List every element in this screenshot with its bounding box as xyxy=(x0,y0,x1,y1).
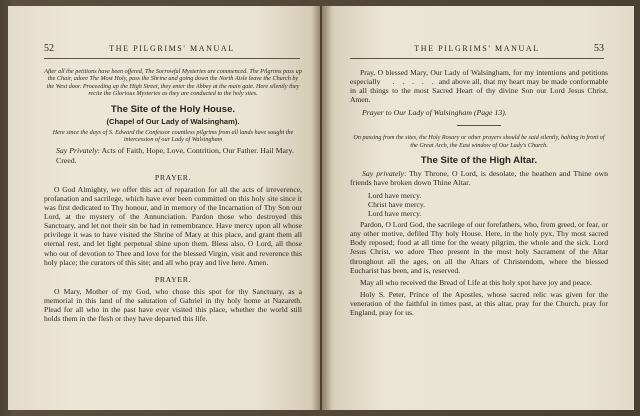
prayer-reference: Prayer to Our Lady of Walsingham (Page 13). xyxy=(362,108,507,118)
bread-of-life-prayer: May all who received the Bread of Life at this holy spot have joy and peace. xyxy=(360,277,592,287)
say-privately-altar xyxy=(350,169,608,187)
litany-line: Lord have mercy. xyxy=(368,190,422,200)
kyrie-litany xyxy=(368,191,608,219)
prayer-text-1: O God Almighty, we offer this act of reparation for all the acts of irreverence, profanation and sacrilege, which have ever been committed on this holy site since it was first dedicated to Thy honour, and in memory of the Incarnation of Thy Son our Lord, at the mystery of the Annunciation. Pardon those who destroyed this Sanctuary, and let not their sin be had in remembrance. Have mercy upon all whose privilege it was to have visited the Shrine of Mary at this place, and grant them all eternal rest, and let light perpetual shine upon them. Bless also, O Lord, all those who out of devotion to Thee and love for the blessed Virgin, visit and reverence this holy place; the curators of this site; and all who pray and live here. Amen. xyxy=(44,184,302,267)
left-page-content xyxy=(44,68,302,323)
left-page-number: 52 xyxy=(44,43,54,54)
right-page-number: 53 xyxy=(594,43,604,54)
pardon-prayer: Pardon, O Lord God, the sacrilege of our forefathers, who, from greed, or fear, or any other motive, defiled Thy holy House. Here, in the holy pyx, Thy most sacred Body reposed; food at all time for the weary pilgrim, the whole and the sick. Lord Jesus Christ, we adore Thee present in the most holy Sacrament of the Altar throughout all the ages, on all the Altars of Christendom, where the blessed Eucharist has been, and is, reserved. xyxy=(350,220,608,275)
prayer-heading-1: PRAYER. xyxy=(154,172,192,182)
right-page-content xyxy=(350,68,608,317)
right-page xyxy=(322,6,634,410)
say-privately-label: Say Privately xyxy=(56,146,98,156)
litany-line: Christ have mercy. xyxy=(368,199,426,209)
intro-note: After all the petitions have been offered, The Sorrowful Mysteries are commenced. The Pilgrims pass up the Chair, adore The Most Holy, pass the Shrine and going down the North Aisle leave the Church by the West door. Proceeding up the High Street, they enter the Abbey at the main gate. Here silently they recite the Glorious Mysteries as they are conducted to the holy sites. xyxy=(44,68,302,98)
high-altar-heading: The Site of the High Altar. xyxy=(420,155,538,167)
st-peter-prayer: Holy S. Peter, Prince of the Apostles, whose sacred relic was given for the veneration of the faithful in times past, at this altar, pray for the Church, pray for England, pray for us. xyxy=(350,289,608,318)
say-privately-altar-text: : Thy Throne, O Lord, is desolate, the heathen and Thine own friends have broken down Thine Altar. xyxy=(350,169,609,188)
section-separator xyxy=(457,125,501,126)
left-header-rule xyxy=(44,58,300,59)
prayer-heading-2: PRAYER. xyxy=(154,274,192,284)
holy-house-heading: The Site of the Holy House. xyxy=(110,103,236,115)
right-running-title: THE PILGRIMS' MANUAL xyxy=(414,44,540,53)
left-running-title: THE PILGRIMS' MANUAL xyxy=(109,44,235,53)
passing-note: On passing from the sites, the Holy Rosary or other prayers should be said silently, halting in front of the Great Arch, the East window of Our Lady's Church. xyxy=(353,134,605,149)
holy-house-subheading: (Chapel of Our Lady of Walsingham). xyxy=(106,116,240,126)
continued-prayer-b: and above all, that my heart may be made conformable in all things to the most Sacred Heart of thy divine Son our Lord Jesus Christ. Amen. xyxy=(350,77,609,105)
right-header-rule xyxy=(350,58,604,59)
say-privately-altar-label: Say privately xyxy=(362,169,404,179)
say-privately-line xyxy=(56,146,302,164)
continued-prayer-a: Pray, O blessed Mary, Our Lady of Walsingham, for my intentions and petitions especially xyxy=(350,68,608,87)
continued-prayer xyxy=(350,68,608,104)
site-note: Here since the days of S. Edward the Confessor countless pilgrims from all lands have sought the intercession of our Lady of Walsingham xyxy=(52,128,294,144)
litany-line: Lord have mercy. xyxy=(368,209,422,218)
left-page xyxy=(8,6,320,410)
say-privately-text: : Acts of Faith, Hope, Love, Contrition, Our Father. Hail Mary. Creed. xyxy=(56,146,294,165)
intention-dots: . . . . . xyxy=(392,77,437,87)
prayer-text-2: O Mary, Mother of my God, who chose this spot for thy Sanctuary, as a memorial in this land of the salutation of Gabriel in thy holy home at Nazareth. Plead for all who in the past have ever visited this place, whether the world still holds them in the flesh or they have departed this life. xyxy=(44,286,302,323)
